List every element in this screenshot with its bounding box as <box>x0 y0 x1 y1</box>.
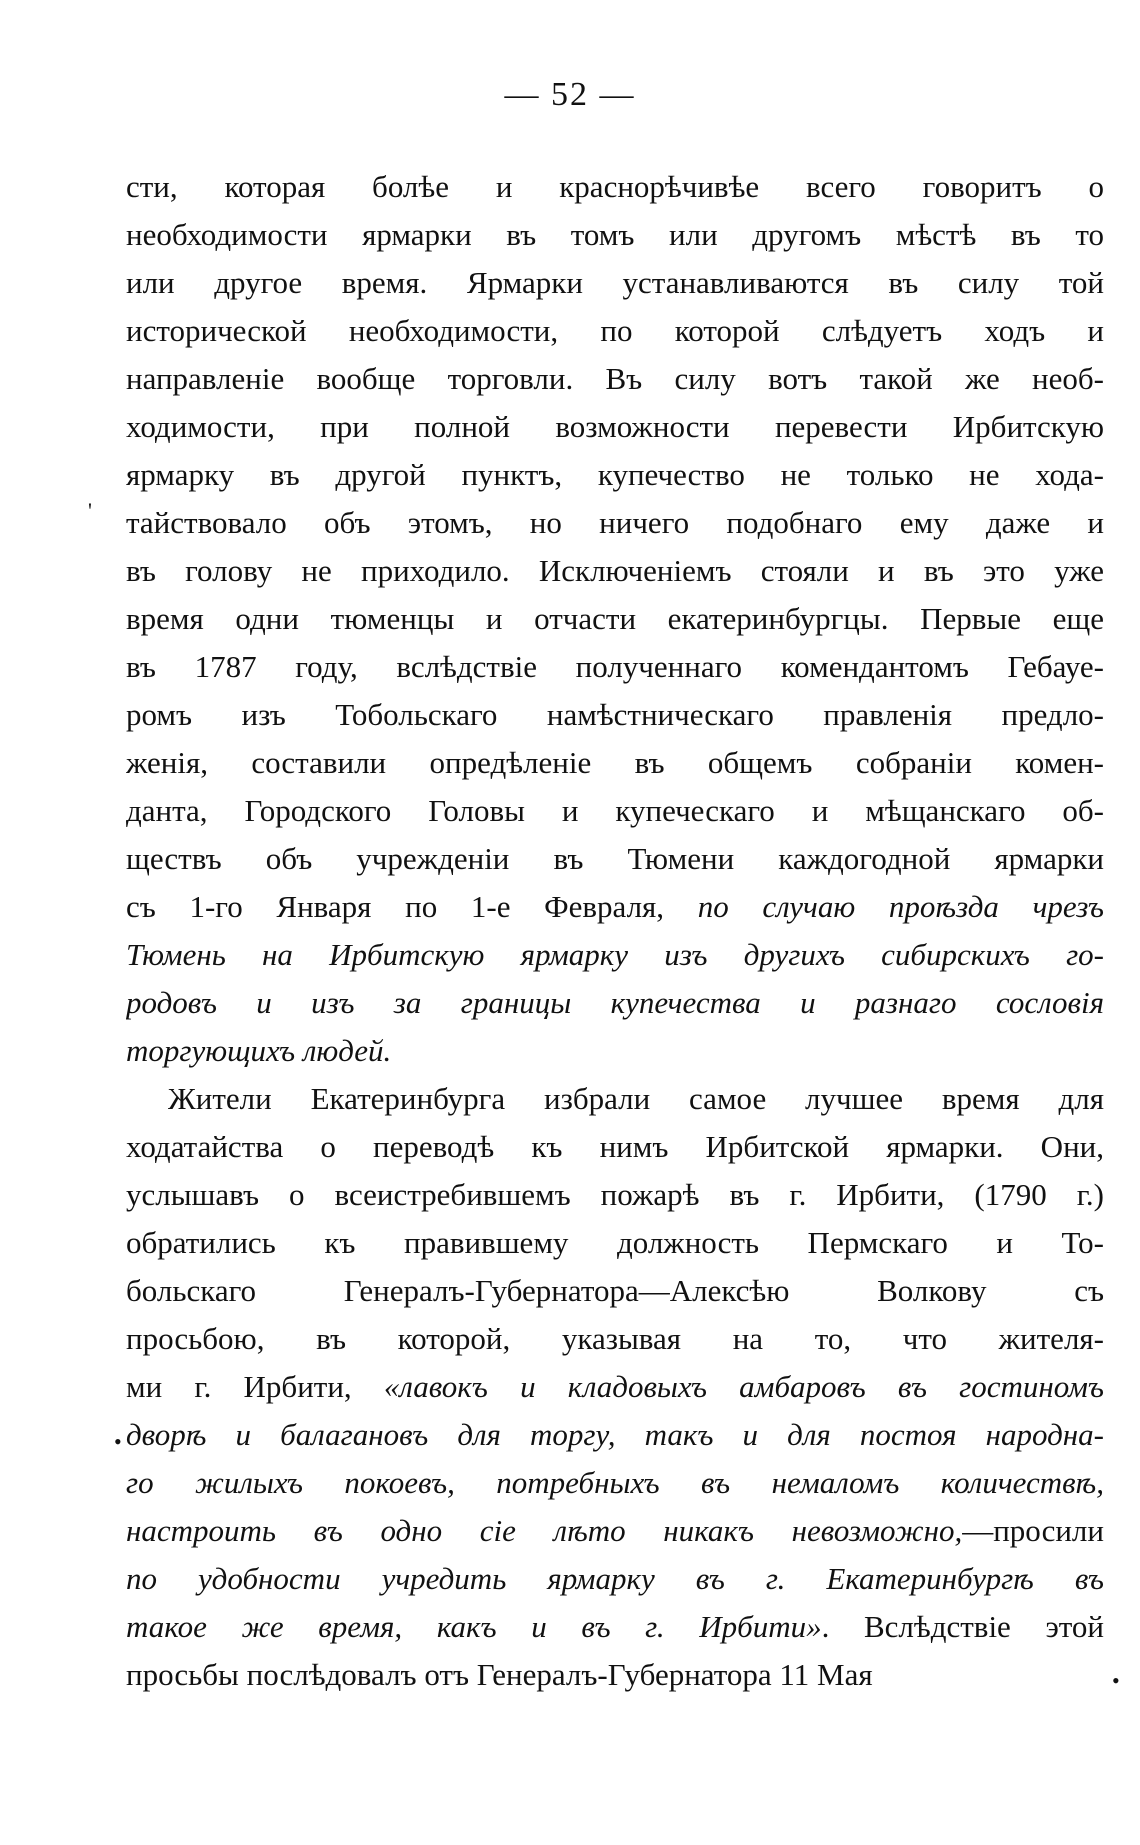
text-line <box>126 547 1104 595</box>
line-text: тайствовало объ этомъ, но ничего подобнаго ему даже и <box>126 505 1104 540</box>
text-line <box>126 1603 1104 1651</box>
line-text: . Вслѣдствіе этой <box>821 1609 1104 1644</box>
italic-quote-text: дворѣ и балагановъ для торгу, такъ и для постоя народна- <box>126 1417 1104 1452</box>
text-line <box>126 643 1104 691</box>
italic-quote-text: «лавокъ и кладовыхъ амбаровъ въ гостиномъ <box>383 1369 1104 1404</box>
text-line <box>126 835 1104 883</box>
text-line <box>126 1459 1104 1507</box>
text-line <box>126 499 1104 547</box>
line-text: больскаго Генералъ-Губернатора—Алексѣю Волкову съ <box>126 1273 1104 1308</box>
line-text: ромъ изъ Тобольскаго намѣстническаго правленія предло- <box>126 697 1104 732</box>
text-line <box>126 1507 1104 1555</box>
text-line <box>126 1123 1104 1171</box>
text-line <box>126 451 1104 499</box>
line-text: необходимости ярмарки въ томъ или другомъ мѣстѣ въ то <box>126 217 1104 252</box>
text-line <box>126 307 1104 355</box>
text-line <box>126 1219 1104 1267</box>
text-line <box>126 883 1104 931</box>
text-line <box>126 1315 1104 1363</box>
text-line <box>126 1411 1104 1459</box>
text-line <box>126 931 1104 979</box>
text-line <box>126 1027 1104 1075</box>
italic-quote-text: родовъ и изъ за границы купечества и разнаго сословія <box>126 985 1104 1020</box>
text-line <box>126 1555 1104 1603</box>
line-text: ществъ объ учрежденіи въ Тюмени каждогодной ярмарки <box>126 841 1104 876</box>
line-text: съ 1-го Января по 1-е Февраля, <box>126 889 698 924</box>
text-line <box>126 1075 1104 1123</box>
text-line <box>126 595 1104 643</box>
text-line <box>126 739 1104 787</box>
line-text: исторической необходимости, по которой слѣдуетъ ходъ и <box>126 313 1104 348</box>
line-text: время одни тюменцы и отчасти екатеринбургцы. Первые еще <box>126 601 1104 636</box>
line-text: —просили <box>962 1513 1104 1548</box>
text-line <box>126 1267 1104 1315</box>
italic-quote-text: торгующихъ людей. <box>126 1033 392 1068</box>
text-line <box>126 1651 1104 1699</box>
line-text: направленіе вообще торговли. Въ силу вотъ такой же необ- <box>126 361 1104 396</box>
italic-quote-text: настроить въ одно сіе лѣто никакъ невозможно, <box>126 1513 963 1548</box>
line-text: ходатайства о переводѣ къ нимъ Ирбитской ярмарки. Они, <box>126 1129 1104 1164</box>
line-text: услышавъ о всеистребившемъ пожарѣ въ г. Ирбити, (1790 г.) <box>126 1177 1104 1212</box>
text-line <box>126 979 1104 1027</box>
body-text <box>126 163 1104 1699</box>
line-text: ярмарку въ другой пунктъ, купечество не только не хода- <box>126 457 1104 492</box>
text-line <box>126 403 1104 451</box>
line-text: просьбою, въ которой, указывая на то, что жителя- <box>126 1321 1104 1356</box>
line-text: женія, составили опредѣленіе въ общемъ собраніи комен- <box>126 745 1104 780</box>
line-text: данта, Городского Головы и купеческаго и мѣщанскаго об- <box>126 793 1104 828</box>
text-line <box>126 211 1104 259</box>
italic-quote-text: го жилыхъ покоевъ, потребныхъ въ немаломъ количествѣ, <box>126 1465 1104 1500</box>
line-text: ми г. Ирбити, <box>126 1369 384 1404</box>
text-line <box>126 691 1104 739</box>
text-line <box>126 163 1104 211</box>
line-text: просьбы послѣдовалъ отъ Генералъ-Губернатора 11 Мая <box>126 1657 873 1692</box>
text-line <box>126 355 1104 403</box>
line-text: ходимости, при полной возможности перевести Ирбитскую <box>126 409 1104 444</box>
page-number: — 52 — <box>504 76 636 113</box>
line-text: Жители Екатеринбурга избрали самое лучшее время для <box>168 1081 1104 1116</box>
italic-quote-text: Тюмень на Ирбитскую ярмарку изъ другихъ сибирскихъ го- <box>126 937 1104 972</box>
margin-mark: • <box>114 1429 122 1454</box>
italic-quote-text: такое же время, какъ и въ г. Ирбити» <box>126 1609 822 1644</box>
margin-mark: • <box>1112 1668 1120 1693</box>
italic-quote-text: по удобности учредить ярмарку въ г. Екатеринбургѣ въ <box>126 1561 1104 1596</box>
text-line <box>126 787 1104 835</box>
text-line <box>126 1363 1104 1411</box>
margin-mark: ' <box>88 498 92 523</box>
line-text: въ 1787 году, вслѣдствіе полученнаго комендантомъ Гебауе- <box>126 649 1104 684</box>
line-text: или другое время. Ярмарки устанавливаются въ силу той <box>126 265 1104 300</box>
text-line <box>126 259 1104 307</box>
text-line <box>126 1171 1104 1219</box>
line-text: обратились къ правившему должность Пермскаго и То- <box>126 1225 1104 1260</box>
line-text: сти, которая болѣе и краснорѣчивѣе всего говоритъ о <box>126 169 1104 204</box>
italic-quote-text: по случаю проѣзда чрезъ <box>697 889 1104 924</box>
line-text: въ голову не приходило. Исключеніемъ стояли и въ это уже <box>126 553 1104 588</box>
